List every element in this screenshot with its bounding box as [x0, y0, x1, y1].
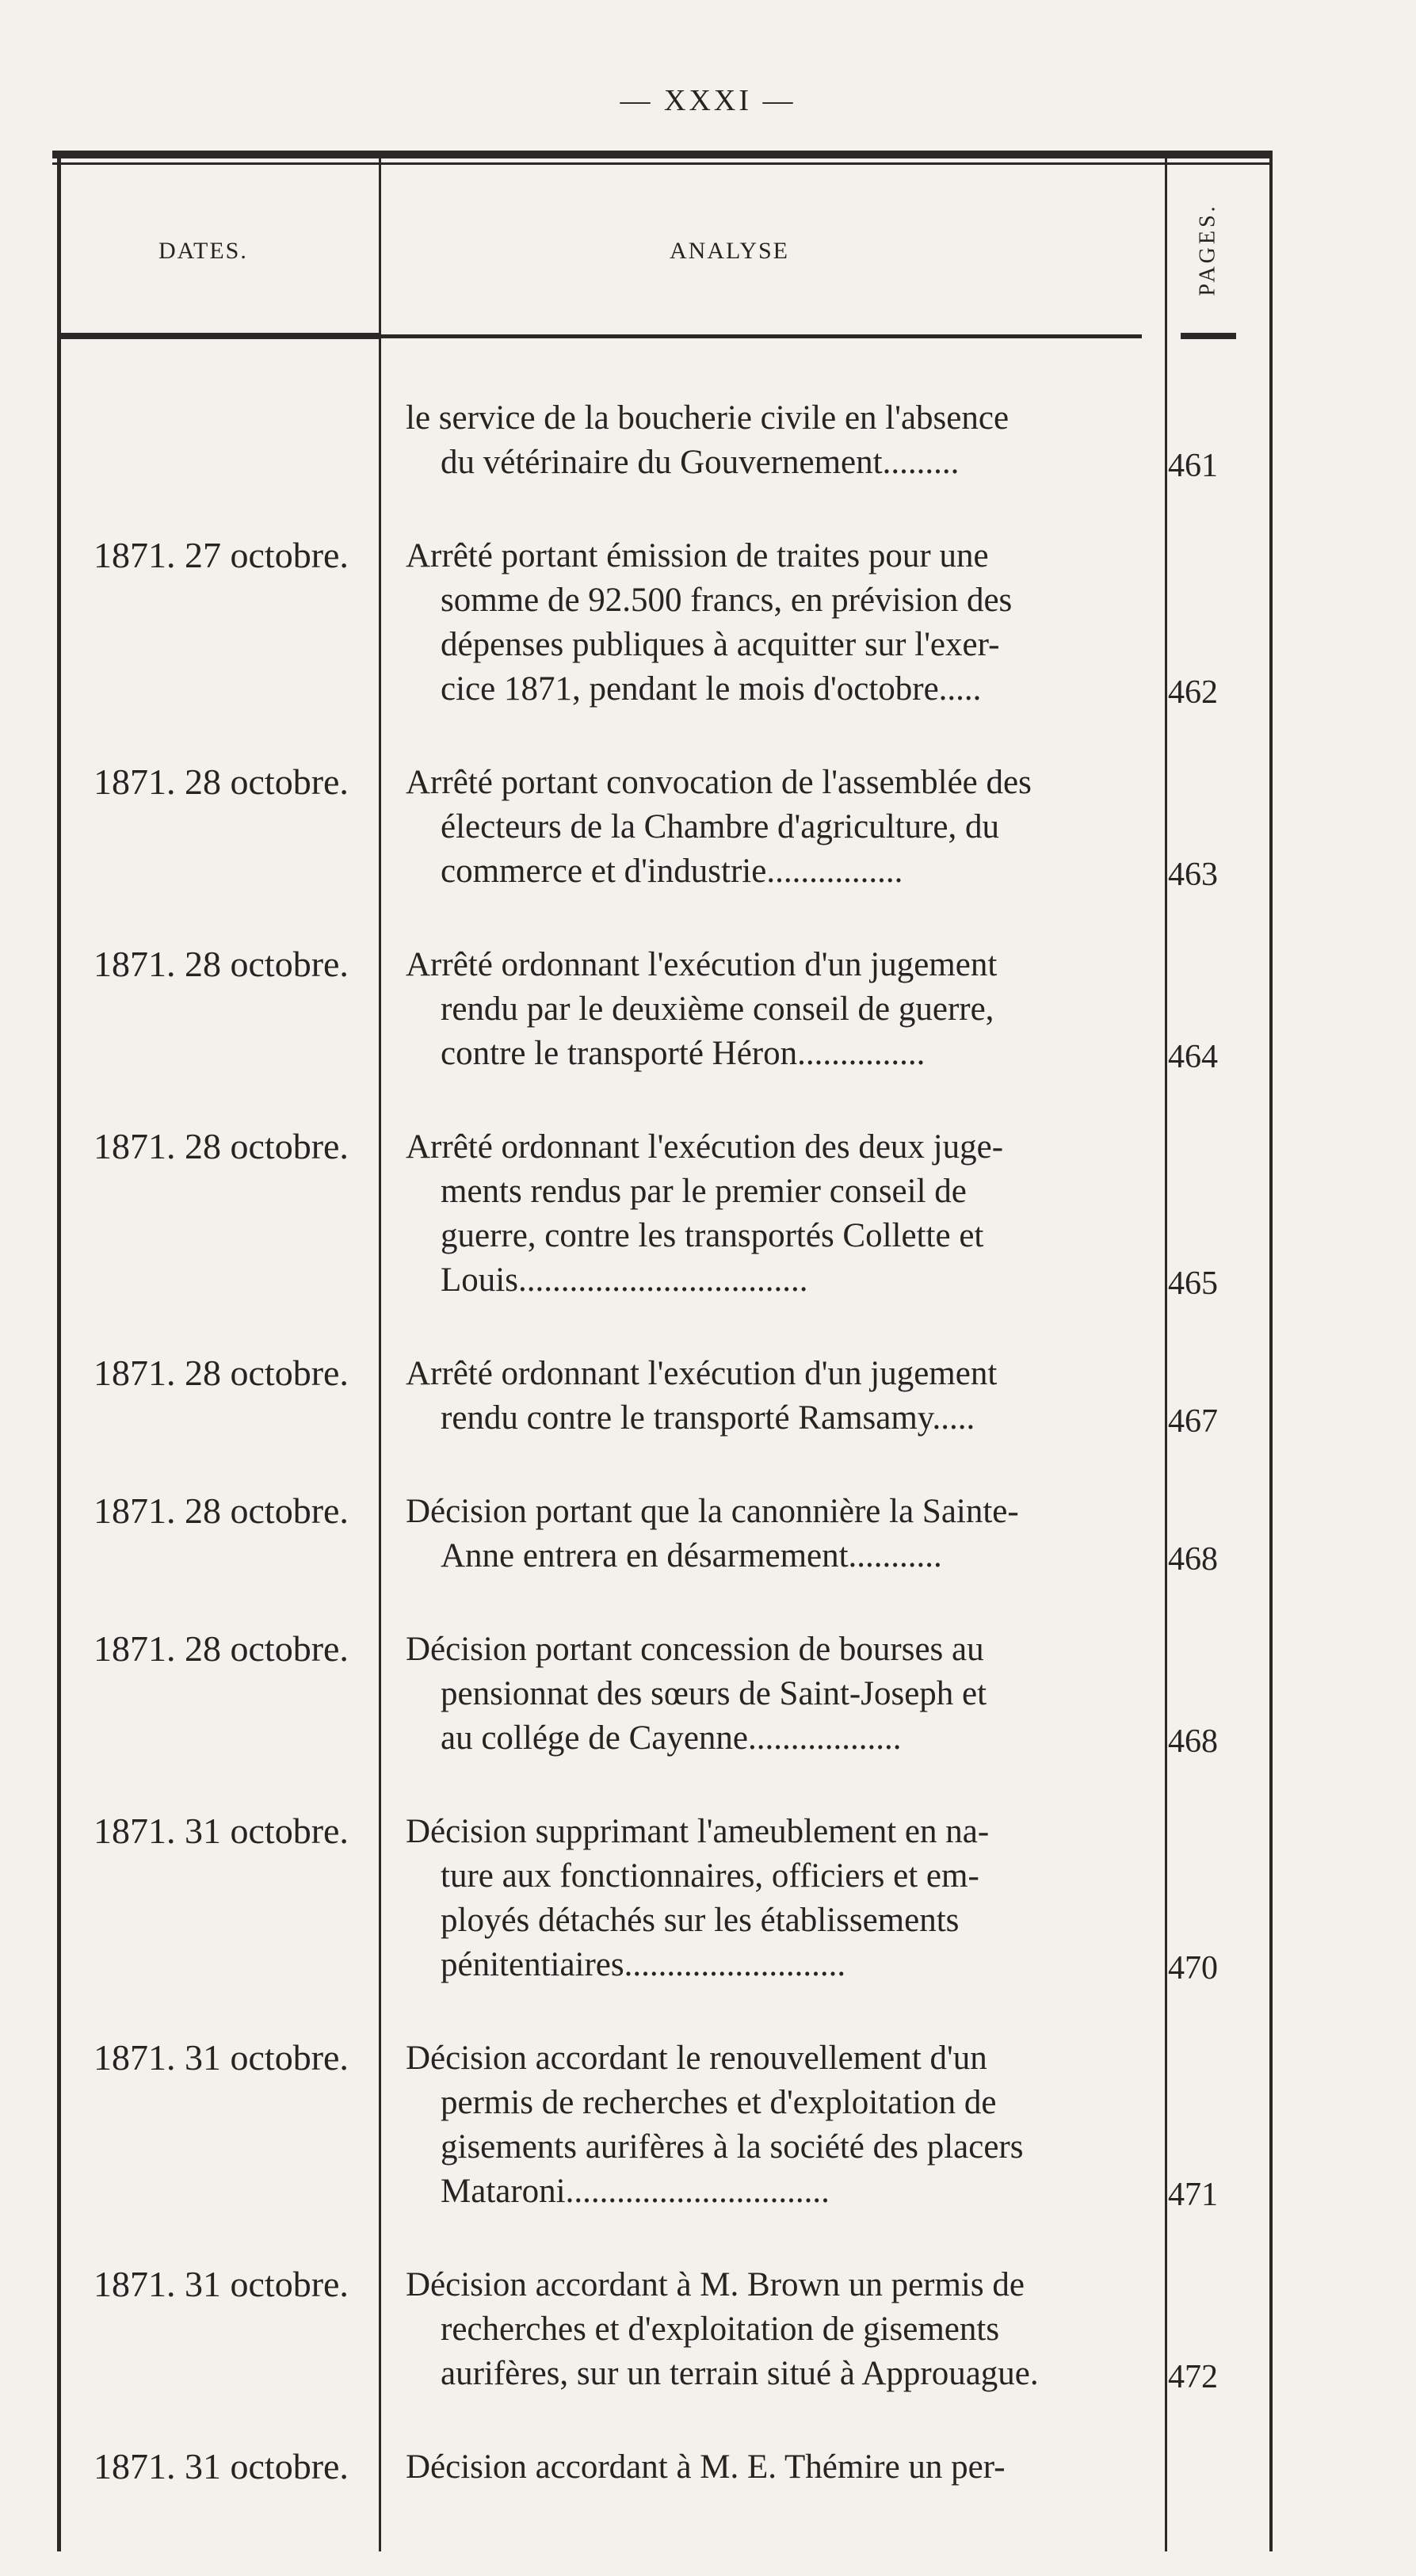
- analysis-line: ployés détachés sur les établissements: [441, 1902, 960, 1939]
- header-analyse: ANALYSE: [670, 238, 789, 264]
- analysis-line: Arrêté ordonnant l'exécution des deux juge-: [406, 1128, 1004, 1166]
- table-row: [0, 396, 1416, 485]
- header-pages: PAGES.: [1196, 203, 1220, 296]
- entry-page-ref: 468: [1168, 1541, 1218, 1578]
- analysis-line: contre le transporté Héron...............: [441, 1035, 926, 1072]
- entry-date: 1871. 28 octobre.: [94, 1353, 349, 1393]
- page-number: — XXXI —: [620, 84, 796, 117]
- table-row: [0, 761, 1416, 894]
- table-row: [0, 1352, 1416, 1441]
- analysis-line: Décision accordant le renouvellement d'un: [406, 2040, 987, 2077]
- header-rule-dates: [60, 333, 379, 339]
- table-row: [0, 2036, 1416, 2214]
- header-rule-analyse: [381, 334, 1142, 338]
- entry-date: 1871. 31 octobre.: [94, 2264, 349, 2304]
- entries-list: [0, 396, 1416, 2539]
- analysis-line: permis de recherches et d'exploitation de: [441, 2084, 997, 2121]
- analysis-line: Décision supprimant l'ameublement en na-: [406, 1813, 990, 1850]
- entry-page-ref: 472: [1168, 2359, 1218, 2395]
- analysis-line: au collége de Cayenne..................: [441, 1719, 902, 1757]
- analysis-line: commerce et d'industrie................: [441, 853, 903, 890]
- entry-date: 1871. 31 octobre.: [94, 1811, 349, 1851]
- entry-page-ref: 462: [1168, 674, 1218, 711]
- analysis-line: Anne entrera en désarmement...........: [441, 1537, 942, 1574]
- entry-date: 1871. 28 octobre.: [94, 1126, 349, 1166]
- entry-analysis: [406, 1490, 1158, 1578]
- entry-analysis: [406, 761, 1158, 894]
- entry-analysis: [406, 943, 1158, 1076]
- analysis-line: rendu contre le transporté Ramsamy.....: [441, 1399, 975, 1437]
- entry-date: 1871. 28 octobre.: [94, 944, 349, 984]
- analysis-line: rendu par le deuxième conseil de guerre,: [441, 990, 994, 1028]
- entry-analysis: [406, 1352, 1158, 1441]
- analysis-line: Mataroni...............................: [441, 2173, 830, 2210]
- analysis-line: aurifères, sur un terrain situé à Approuague.: [441, 2355, 1039, 2392]
- entry-date: 1871. 31 octobre.: [94, 2037, 349, 2078]
- analysis-line: Décision portant concession de bourses au: [406, 1631, 984, 1668]
- entry-page-ref: 465: [1168, 1265, 1218, 1302]
- entry-date: 1871. 27 octobre.: [94, 535, 349, 575]
- analysis-line: gisements aurifères à la société des placers: [441, 2128, 1024, 2166]
- analysis-line: Arrêté portant émission de traites pour une: [406, 537, 989, 574]
- analysis-line: Arrêté ordonnant l'exécution d'un jugement: [406, 946, 998, 983]
- analysis-line: pénitentiaires..........................: [441, 1946, 846, 1983]
- entry-page-ref: 464: [1168, 1039, 1218, 1075]
- analysis-line: électeurs de la Chambre d'agriculture, du: [441, 808, 1000, 845]
- entry-date: 1871. 28 octobre.: [94, 1628, 349, 1669]
- table-row: [0, 2263, 1416, 2396]
- analysis-line: ture aux fonctionnaires, officiers et em-: [441, 1857, 979, 1895]
- analysis-line: cice 1871, pendant le mois d'octobre.....: [441, 670, 982, 708]
- entry-analysis: [406, 2445, 1158, 2490]
- entry-date: 1871. 28 octobre.: [94, 1490, 349, 1531]
- analysis-line: du vétérinaire du Gouvernement.........: [441, 444, 960, 481]
- table-row: [0, 1628, 1416, 1761]
- analysis-line: Décision portant que la canonnière la Sainte-: [406, 1493, 1019, 1530]
- analysis-line: Décision accordant à M. Brown un permis de: [406, 2266, 1025, 2303]
- analysis-line: recherches et d'exploitation de gisements: [441, 2311, 1000, 2348]
- header-rule-pages: [1181, 333, 1236, 339]
- analysis-line: guerre, contre les transportés Collette et: [441, 1217, 984, 1254]
- entry-analysis: [406, 2263, 1158, 2396]
- entry-analysis: [406, 1628, 1158, 1761]
- entry-analysis: [406, 534, 1158, 712]
- entry-page-ref: 470: [1168, 1950, 1218, 1986]
- analysis-line: pensionnat des sœurs de Saint-Joseph et: [441, 1675, 987, 1712]
- analysis-line: Arrêté ordonnant l'exécution d'un jugement: [406, 1355, 998, 1392]
- entry-analysis: [406, 1810, 1158, 1987]
- table-row: [0, 943, 1416, 1076]
- table-row: [0, 2445, 1416, 2490]
- entry-analysis: [406, 396, 1158, 485]
- analysis-line: Décision accordant à M. E. Thémire un per-: [406, 2448, 1006, 2486]
- analysis-line: Louis..................................: [441, 1261, 808, 1299]
- analysis-line: dépenses publiques à acquitter sur l'exer-: [441, 626, 1000, 663]
- analysis-line: somme de 92.500 francs, en prévision des: [441, 582, 1013, 619]
- entry-page-ref: 468: [1168, 1723, 1218, 1760]
- entry-analysis: [406, 1125, 1158, 1303]
- entry-page-ref: 471: [1168, 2177, 1218, 2213]
- table-row: [0, 534, 1416, 712]
- table-row: [0, 1490, 1416, 1578]
- analysis-line: le service de la boucherie civile en l'absence: [406, 399, 1010, 437]
- analysis-line: Arrêté portant convocation de l'assemblée des: [406, 764, 1032, 801]
- header-dates: DATES.: [158, 238, 248, 264]
- entry-page-ref: 461: [1168, 448, 1218, 484]
- entry-page-ref: 467: [1168, 1403, 1218, 1440]
- entry-page-ref: 463: [1168, 857, 1218, 893]
- entry-date: 1871. 31 octobre.: [94, 2446, 349, 2486]
- entry-analysis: [406, 2036, 1158, 2214]
- table-row: [0, 1810, 1416, 1987]
- analysis-line: ments rendus par le premier conseil de: [441, 1173, 967, 1210]
- entry-date: 1871. 28 octobre.: [94, 761, 349, 802]
- table-row: [0, 1125, 1416, 1303]
